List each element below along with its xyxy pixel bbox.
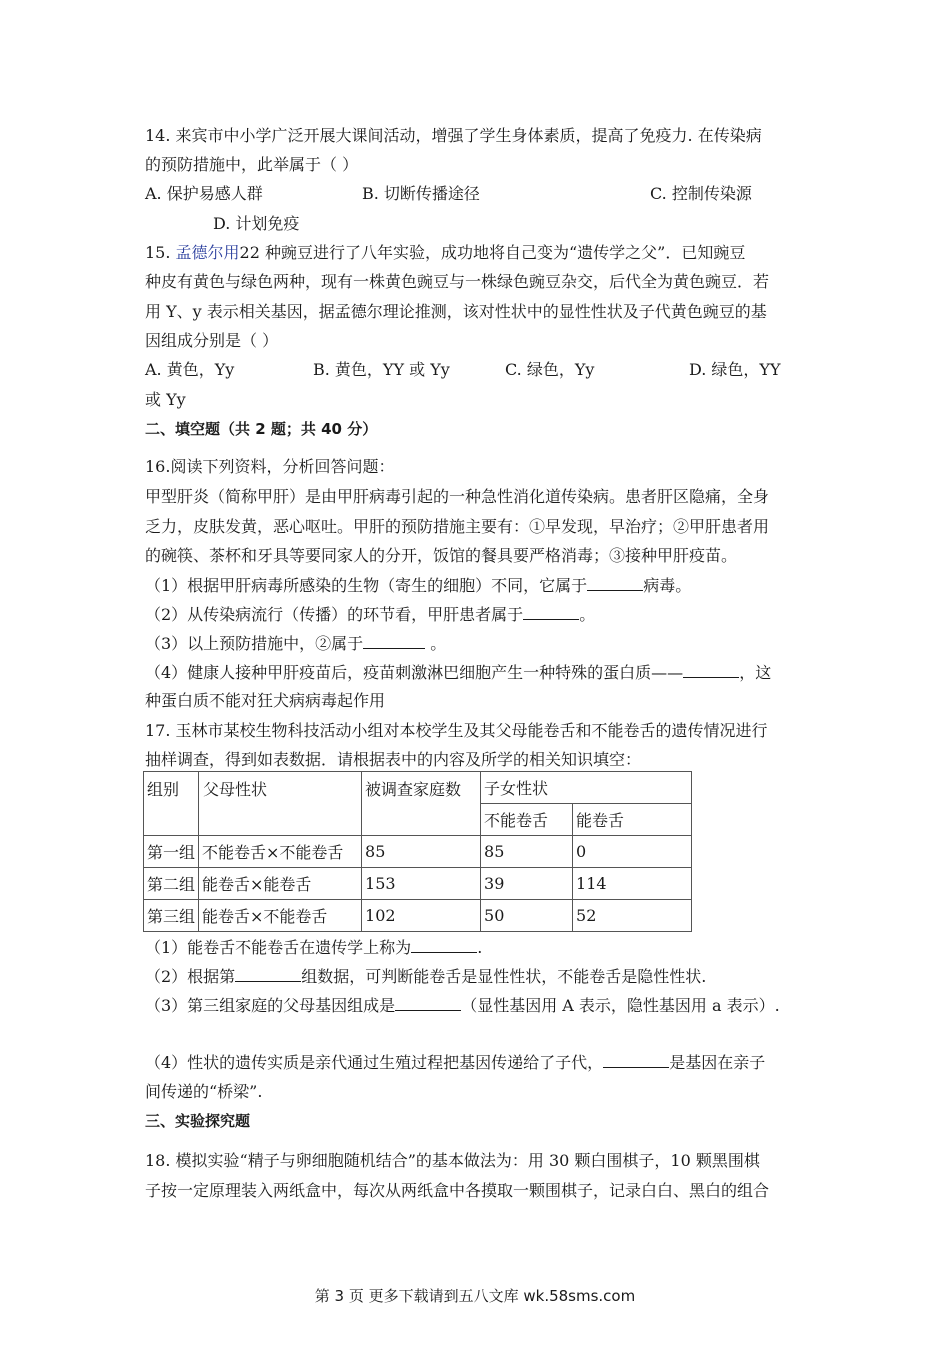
cell-can: 52 (573, 900, 692, 932)
cell-can: 114 (573, 868, 692, 900)
answer-blank[interactable] (523, 603, 579, 620)
th-group: 组别 (144, 772, 199, 836)
q17-sub-3-text: （3）第三组家庭的父母基因组成是 (145, 996, 396, 1015)
q17-sub-3 (145, 994, 780, 1017)
q16-sub-2-tail: 。 (579, 605, 596, 624)
table-row (144, 900, 692, 932)
q15-line-2: 种皮有黄色与绿色两种，现有一株黄色豌豆与一株绿色豌豆杂交，后代全为黄色豌豆．若 (145, 272, 770, 291)
th-can-roll: 能卷舌 (573, 804, 692, 836)
q16-sub-2 (145, 603, 595, 626)
q16-intro: 16.阅读下列资料，分析回答问题： (145, 457, 395, 476)
q15-number: 15. (145, 243, 176, 262)
answer-blank[interactable] (603, 1051, 669, 1068)
q17-sub-1-text: （1）能卷舌不能卷舌在遗传学上称为 (145, 938, 412, 957)
cell-group: 第三组 (144, 900, 199, 932)
th-families: 被调查家庭数 (362, 772, 481, 836)
q14-option-b: B. 切断传播途径 (362, 184, 480, 203)
answer-blank[interactable] (411, 936, 477, 953)
th-cannot-roll: 不能卷舌 (481, 804, 573, 836)
q15-line-3: 用 Y、y 表示相关基因，据孟德尔理论推测，该对性状中的显性性状及子代黄色豌豆的基 (145, 302, 767, 321)
q14-line-1: 14. 来宾市中小学广泛开展大课间活动，增强了学生身体素质，提高了免疫力. 在传染病 (145, 126, 762, 145)
q18-line-2: 子按一定原理装入两纸盒中，每次从两纸盒中各摸取一颗围棋子，记录白白、黑白的组合 (145, 1181, 770, 1200)
q16-sub-3-tail: 。 (425, 634, 447, 653)
q15-line-1 (145, 242, 745, 264)
q14-line-2: 的预防措施中，此举属于（ ） (145, 155, 359, 174)
answer-blank[interactable] (235, 965, 301, 982)
q14-option-a: A. 保护易感人群 (145, 184, 263, 203)
q17-sub-2 (145, 965, 706, 988)
cell-parents: 不能卷舌×不能卷舌 (199, 836, 362, 868)
q16-para-3: 的碗筷、茶杯和牙具等要同家人的分开，饭馆的餐具要严格消毒；③接种甲肝疫苗。 (145, 546, 738, 565)
q15-option-d-cont: 或 Yy (145, 390, 186, 409)
q17-sub-4-tail: 是基因在亲子 (669, 1053, 766, 1072)
page-footer: 第 3 页 更多下载请到五八文库 wk.58sms.com (314, 1287, 636, 1305)
q16-sub-1-tail: 病毒。 (643, 576, 692, 595)
section-3-heading: 三、实验探究题 (145, 1112, 251, 1130)
tongue-rolling-table (143, 771, 692, 932)
cell-group: 第二组 (144, 868, 199, 900)
answer-blank[interactable] (363, 632, 425, 649)
q16-sub-1-text: （1）根据甲肝病毒所感染的生物（寄生的细胞）不同，它属于 (145, 576, 588, 595)
q17-sub-2-text: （2）根据第 (145, 967, 236, 986)
q17-sub-1-tail: . (477, 938, 483, 957)
q16-sub-2-text: （2）从传染病流行（传播）的环节看，甲肝患者属于 (145, 605, 524, 624)
q16-sub-3 (145, 632, 446, 655)
mendel-link[interactable]: 孟德尔用 (175, 243, 240, 262)
q17-sub-1 (145, 936, 482, 959)
th-parents: 父母性状 (199, 772, 362, 836)
q15-line-4: 因组成分别是（ ） (145, 331, 279, 350)
cell-families: 102 (362, 900, 481, 932)
cell-group: 第一组 (144, 836, 199, 868)
cell-can: 0 (573, 836, 692, 868)
cell-cannot: 50 (481, 900, 573, 932)
q16-para-1: 甲型肝炎（简称甲肝）是由甲肝病毒引起的一种急性消化道传染病。患者肝区隐痛，全身 (145, 487, 770, 506)
q16-sub-3-text: （3）以上预防措施中，②属于 (145, 634, 364, 653)
table-row (144, 836, 692, 868)
q16-sub-4-text: （4）健康人接种甲肝疫苗后，疫苗刺激淋巴细胞产生一种特殊的蛋白质—— (145, 663, 684, 682)
q18-line-1: 18. 模拟实验“精子与卵细胞随机结合”的基本做法为：用 30 颗白围棋子，10 颗黑围棋 (145, 1151, 760, 1170)
cell-families: 153 (362, 868, 481, 900)
q17-sub-4 (145, 1051, 765, 1074)
q16-sub-4-tail: ，这 (739, 663, 772, 682)
q17-sub-3-tail: （显性基因用 A 表示，隐性基因用 a 表示）. (461, 996, 780, 1015)
q17-line-1: 17. 玉林市某校生物科技活动小组对本校学生及其父母能卷舌和不能卷舌的遗传情况进行 (145, 721, 768, 740)
cell-cannot: 85 (481, 836, 573, 868)
q15-option-b: B. 黄色，YY 或 Yy (313, 360, 450, 379)
q17-line-2: 抽样调查，得到如表数据．请根据表中的内容及所学的相关知识填空： (145, 750, 642, 769)
q15-option-c: C. 绿色，Yy (505, 360, 595, 379)
answer-blank[interactable] (587, 574, 643, 591)
answer-blank[interactable] (683, 661, 739, 678)
q17-sub-2-tail: 组数据，可判断能卷舌是显性性状，不能卷舌是隐性性状. (301, 967, 707, 986)
section-2-heading: 二、填空题（共 2 题；共 40 分） (145, 420, 378, 438)
q17-sub-4-cont: 间传递的“桥梁”. (145, 1082, 263, 1101)
th-children: 子女性状 (481, 772, 692, 804)
cell-parents: 能卷舌×不能卷舌 (199, 900, 362, 932)
q15-line-1-rest: 22 种豌豆进行了八年实验，成功地将自己变为“遗传学之父”．已知豌豆 (239, 243, 746, 262)
q14-option-c: C. 控制传染源 (650, 184, 752, 203)
q17-sub-4-text: （4）性状的遗传实质是亲代通过生殖过程把基因传递给了子代， (145, 1053, 604, 1072)
q15-option-d: D. 绿色，YY (689, 360, 781, 379)
cell-cannot: 39 (481, 868, 573, 900)
q16-sub-1 (145, 574, 691, 597)
table-row (144, 868, 692, 900)
q16-sub-4-cont: 种蛋白质不能对狂犬病病毒起作用 (145, 691, 386, 710)
answer-blank[interactable] (395, 994, 461, 1011)
cell-families: 85 (362, 836, 481, 868)
q15-option-a: A. 黄色，Yy (145, 360, 235, 379)
q16-sub-4 (145, 661, 771, 684)
q14-option-d: D. 计划免疫 (213, 214, 300, 233)
q16-para-2: 乏力，皮肤发黄，恶心呕吐。甲肝的预防措施主要有：①早发现，早治疗；②甲肝患者用 (145, 517, 770, 536)
cell-parents: 能卷舌×能卷舌 (199, 868, 362, 900)
